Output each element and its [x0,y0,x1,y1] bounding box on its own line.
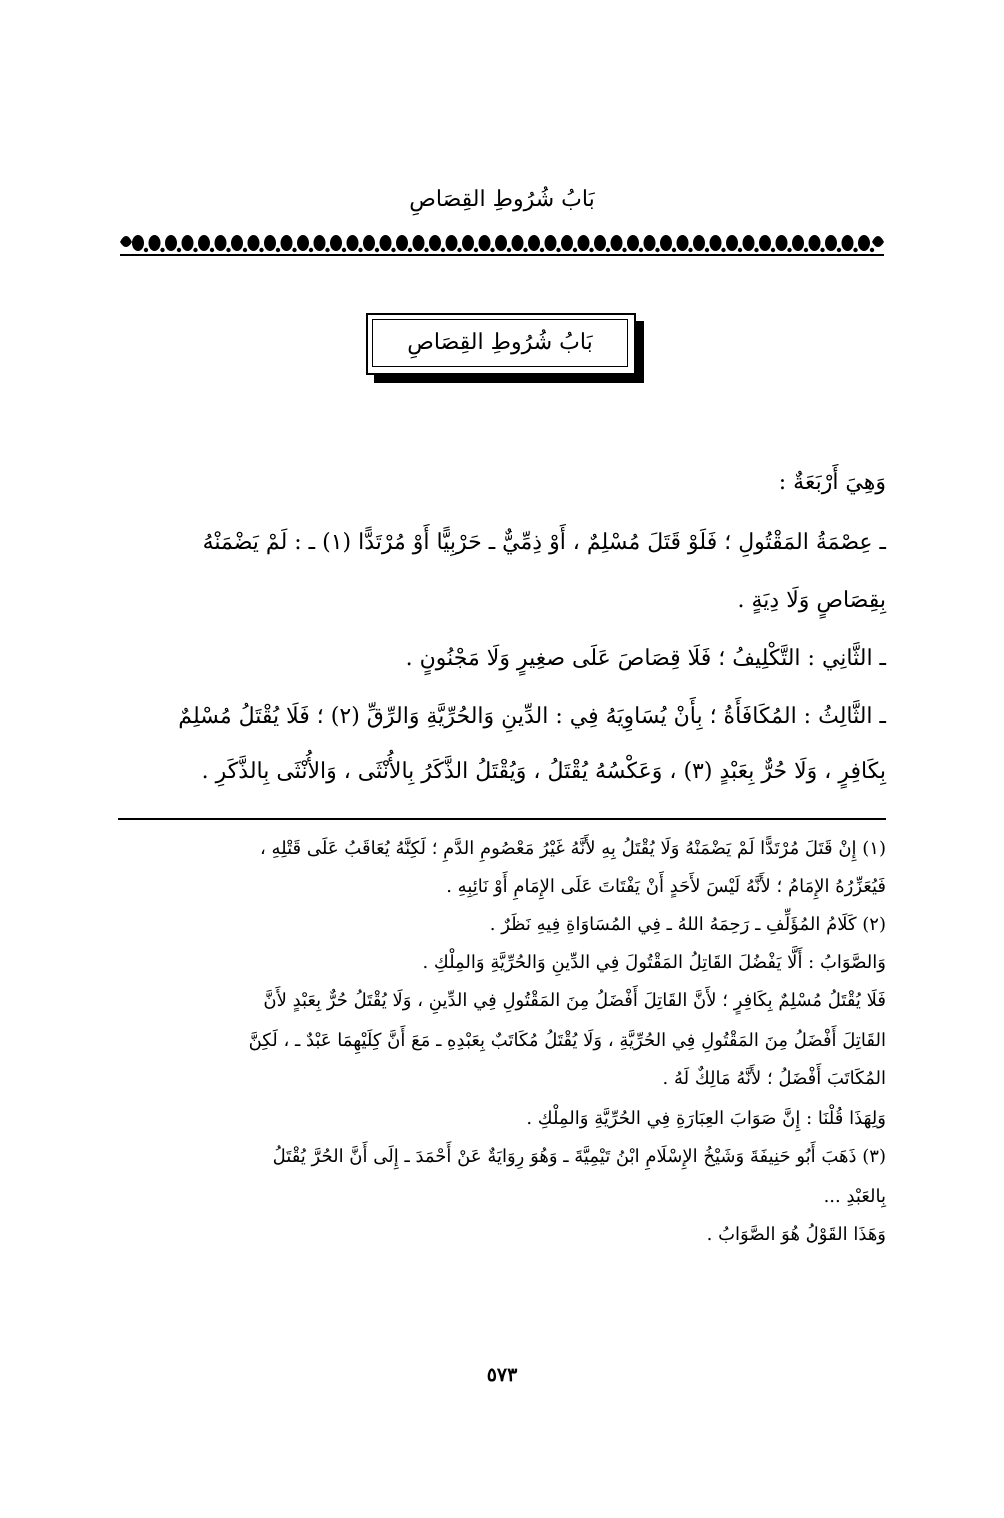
footnote-3-line-1: (٣) ذَهَبَ أَبُو حَنِيفَةَ وَشَيْخُ الإِسْلَامِ ابْنُ تَيْمِيَّةَ ـ وَهُوَ رِوَايَةٌ عَنْ أَحْمَدَ ـ إِلَى أَنَّ الحُرَّ يُقْتَلُ [272,1146,886,1167]
condition-2: ـ الثَّانِي : التَّكْلِيفُ ؛ فَلَا قِصَاصَ عَلَى صغِيرٍ وَلَا مَجْنُونٍ . [405,646,886,671]
footnote-2-line-4: القَاتِلَ أَفْضَلُ مِنَ المَقْتُولِ فِي الحُرِّيَّةِ ، وَلَا يُقْتَلُ مُكَاتَبٌ بِعَبْدِهِ ـ مَعَ أَنَّ كِلَيْهِمَا عَبْدٌ ـ ، لَكِنَّ [248,1030,886,1051]
footnote-2-line-2: وَالصَّوَابُ : أَلَّا يَفْضُلَ القَاتِلُ المَقْتُولَ فِي الدِّينِ وَالحُرِّيَّةِ وَالمِلْكِ . [422,952,886,973]
running-header: بَابُ شُرُوطِ القِصَاصِ [409,187,595,212]
footnote-rule [118,818,886,820]
footnote-2-line-1: (٢) كَلَامُ المُؤَلِّفِ ـ رَحِمَهُ اللهُ ـ فِي المُسَاوَاةِ فِيهِ نَظَرٌ . [489,914,886,935]
footnote-2-line-6: وَلِهَذَا قُلْنَا : إِنَّ صَوَابَ العِبَارَةِ فِي الحُرِّيَّةِ وَالمِلْكِ . [526,1108,886,1129]
footnote-2-line-5: المُكَاتَبَ أَفْضَلُ ؛ لأَنَّهُ مَالِكٌ لَهُ . [662,1068,886,1089]
condition-3-line-2: بِكَافِرٍ ، وَلَا حُرٌّ بِعَبْدٍ (٣) ، وَعَكْسُهُ يُقْتَلُ ، وَيُقْتَلُ الذَّكَرُ بِالأُنْثَى ، وَالأُنْثَى بِالذَّكَرِ . [201,759,886,784]
condition-1-line-1: ـ عِصْمَةُ المَقْتُولِ ؛ فَلَوْ قَتَلَ مُسْلِمٌ ، أَوْ ذِمِّيٌّ ـ حَرْبِيًّا أَوْ مُرْتَدًّا (١) ـ : لَمْ يَضْمَنْهُ [202,530,886,555]
page-number: ٥٧٣ [486,1364,518,1386]
footnote-3-line-3: وَهَذَا القَوْلُ هُوَ الصَّوَابُ . [706,1224,886,1245]
footnote-1-line-2: فَيُعَزِّرُهُ الإِمَامُ ؛ لأَنَّهُ لَيْسَ لأَحَدٍ أَنْ يَفْتَاتَ عَلَى الإِمَامِ أَوْ نَائِبِهِ . [446,876,886,897]
ornament-divider [118,228,886,258]
body-text [116,470,886,800]
footnotes [116,838,886,1338]
chapter-title: بَابُ شُرُوطِ القِصَاصِ [372,319,628,367]
intro-line: وَهِيَ أَرْبَعَةٌ : [778,470,886,495]
condition-3-line-1: ـ الثَّالِثُ : المُكَافَأَةُ ؛ بِأَنْ يُسَاوِيَهُ فِي : الدِّينِ وَالحُرِّيَّةِ وَالرِّقِّ (٢) ؛ فَلَا يُقْتَلُ مُسْلِمٌ [178,704,886,729]
footnote-3-line-2: بِالعَبْدِ ... [823,1186,886,1207]
footnote-1-line-1: (١) إِنْ قَتَلَ مُرْتَدًّا لَمْ يَضْمَنْهُ وَلَا يُقْتَلُ بِهِ لأَنَّهُ غَيْرُ مَعْصُومِ الدَّمِ ؛ لَكِنَّهُ يُعَاقَبُ عَلَى قَتْلِهِ ، [259,838,886,859]
condition-1-line-2: بِقِصَاصٍ وَلَا دِيَةٍ . [737,588,886,613]
footnote-2-line-3: فَلَا يُقْتَلُ مُسْلِمٌ بِكَافِرٍ ؛ لأَنَّ القَاتِلَ أَفْضَلُ مِنَ المَقْتُولِ فِي الدِّينِ ، وَلَا يُقْتَلُ حُرٌّ بِعَبْدٍ لأَنَّ [263,990,886,1011]
